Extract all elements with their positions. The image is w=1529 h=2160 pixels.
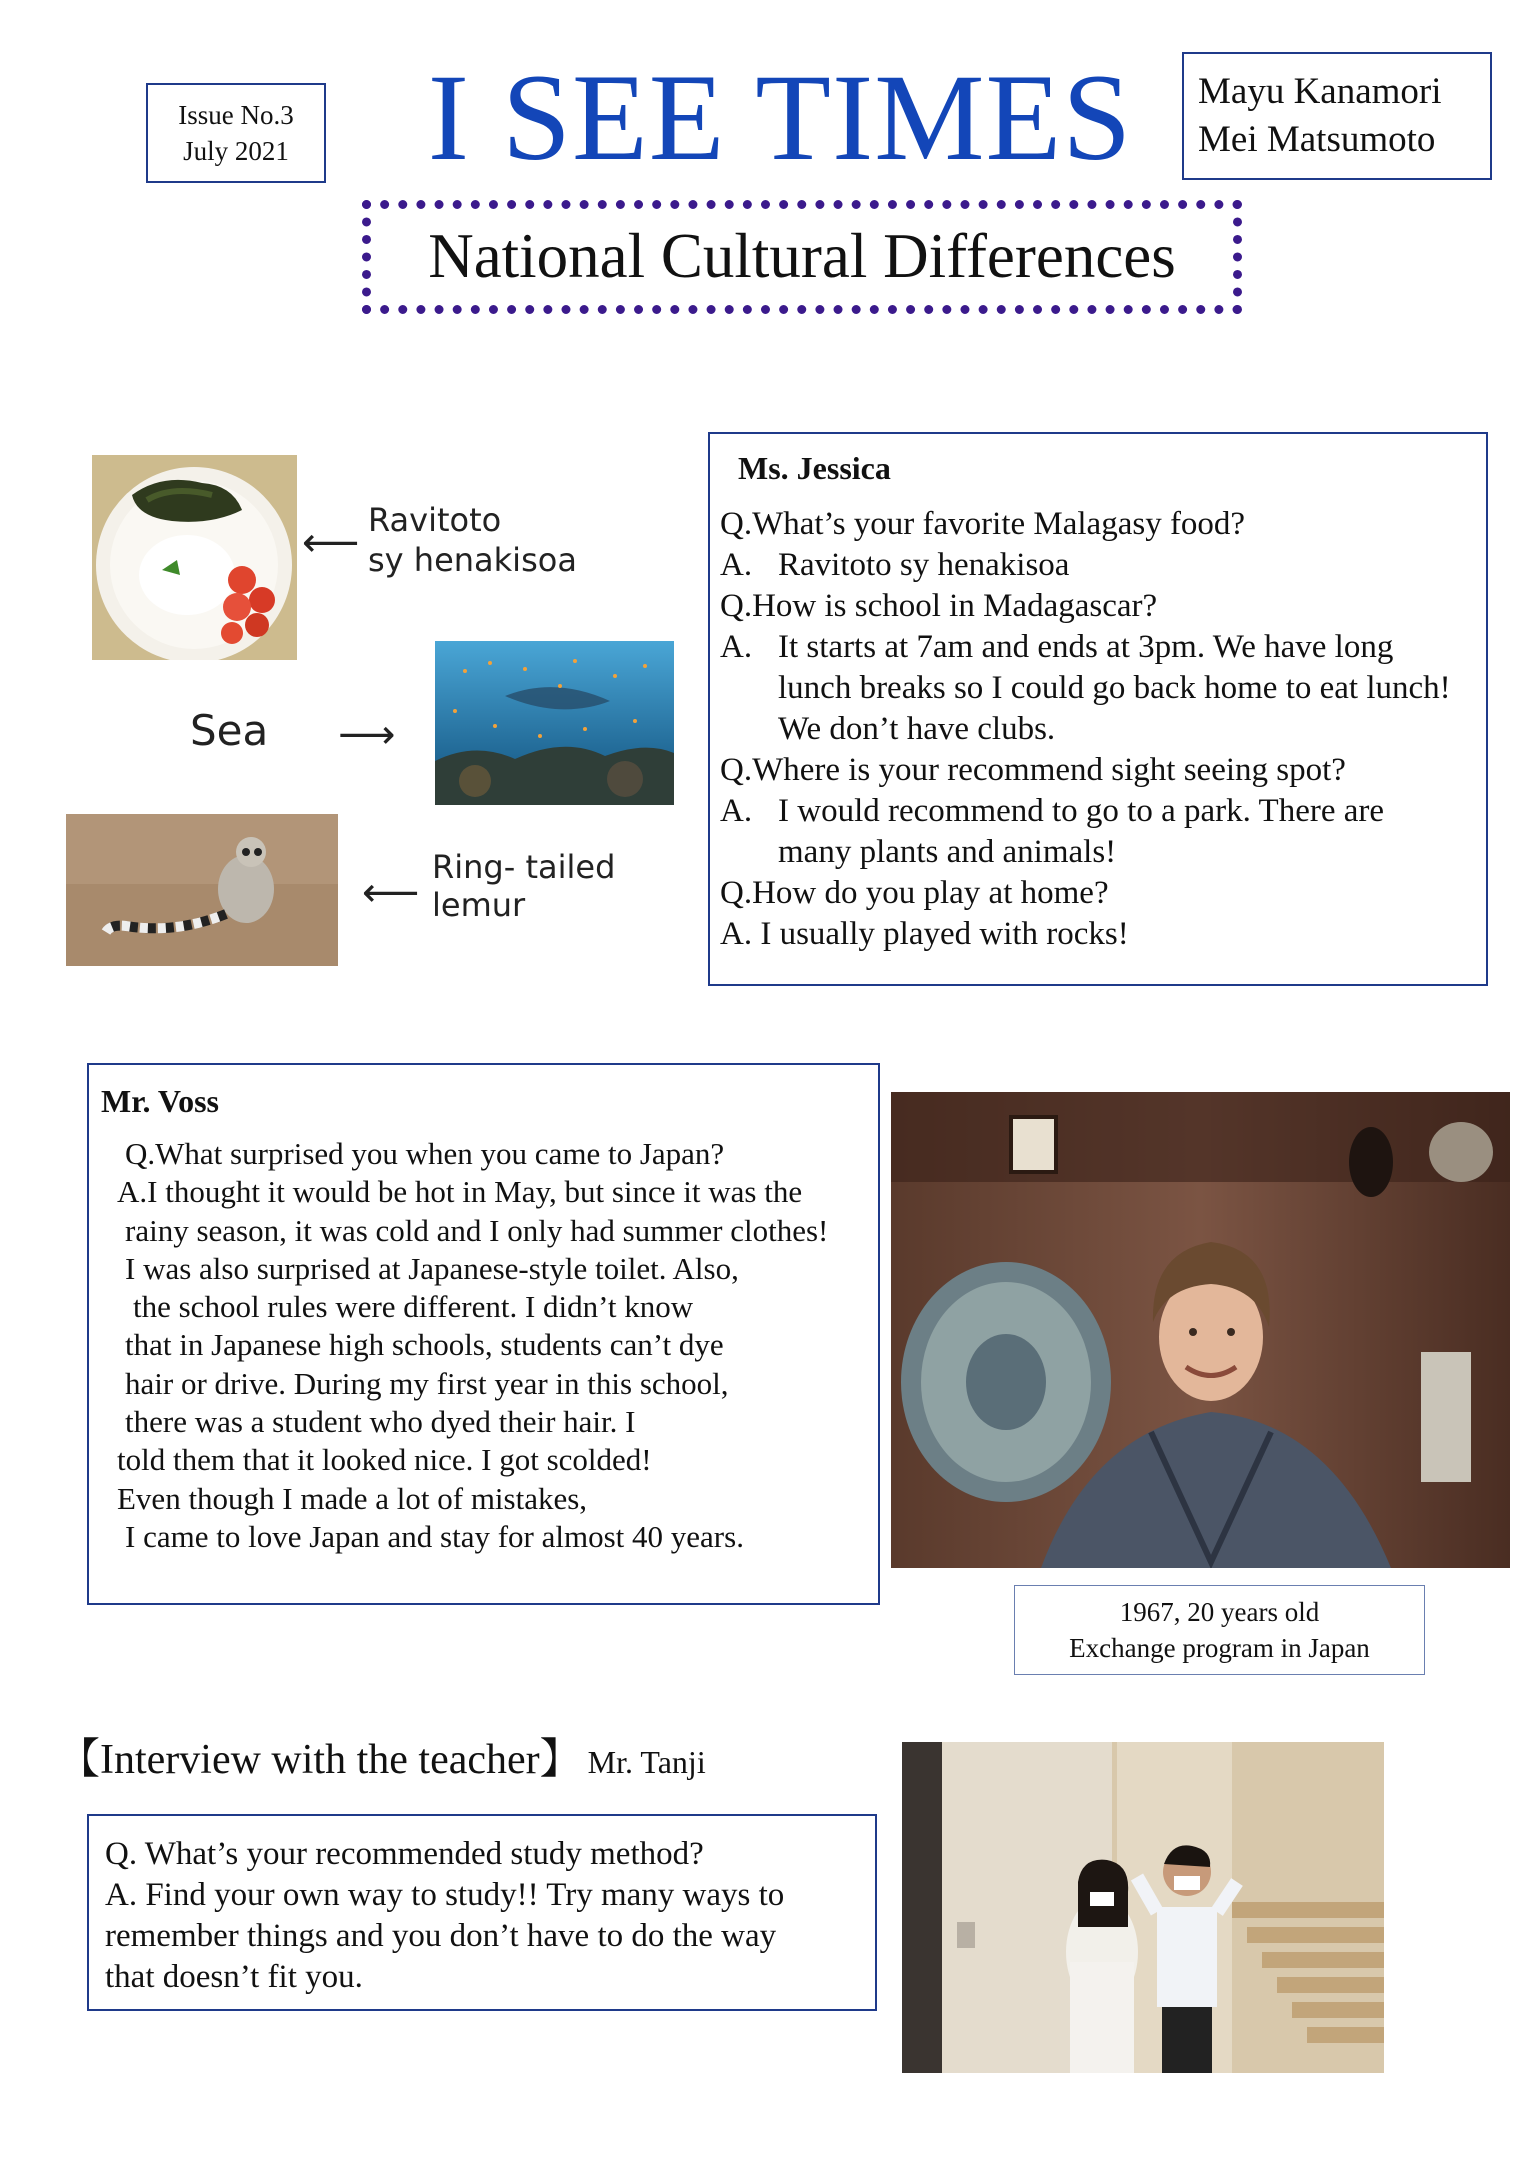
voss-text: Q.What surprised you when you came to Japan? A.I thought it would be hot in May, but since it was the rainy season, it was cold and I only had summer clothes! I was also surprised at Japanese-style toilet. Also, the school rules were different. I didn’t know that in Japanese high schools, students can’t dye hair or drive. During my first year in this school, there was a student who dyed their hair. I told them that it looked nice. I got scolded! Even though I made a lot of mistakes, I came to love Japan and stay for almost 40 years. <box>117 1136 829 1554</box>
jessica-question: Q.What’s your favorite Malagasy food? <box>720 506 1246 542</box>
voss-photo-caption: 1967, 20 years old Exchange program in Japan <box>1014 1585 1425 1675</box>
author-1: Mayu Kanamori <box>1198 71 1442 112</box>
voss-photo <box>891 1092 1510 1568</box>
tanji-photo <box>902 1742 1384 2073</box>
lemur-photo <box>66 814 338 966</box>
food-label: Ravitoto sy henakisoa <box>368 501 577 579</box>
lemur-arrow: ⟵ <box>362 870 420 916</box>
jessica-qa-list <box>720 504 1486 955</box>
sea-photo <box>435 641 674 805</box>
heading-text: 【Interview with the teacher】 <box>58 1737 582 1783</box>
subtitle: National Cultural Differences <box>428 221 1176 291</box>
jessica-answer: A. I would recommend to go to a park. There are many plants and animals! <box>720 793 1385 870</box>
teacher-name: Mr. Tanji <box>587 1744 706 1780</box>
issue-box <box>146 83 326 183</box>
jessica-question: Q.How is school in Madagascar? <box>720 588 1158 624</box>
voss-name: Mr. Voss <box>101 1083 219 1119</box>
lemur-label: Ring- tailed lemur <box>432 848 616 924</box>
jessica-answer: A. It starts at 7am and ends at 3pm. We have long lunch breaks so I could go back home to eat lunch! We don’t have clubs. <box>720 629 1451 747</box>
jessica-answer: A. I usually played with rocks! <box>720 916 1129 952</box>
jessica-question: Q.How do you play at home? <box>720 875 1109 911</box>
voss-interview-box <box>87 1063 880 1605</box>
jessica-question: Q.Where is your recommend sight seeing spot? <box>720 752 1346 788</box>
sea-arrow: ⟶ <box>338 712 396 758</box>
sea-label: Sea <box>190 706 269 755</box>
jessica-answer: A. Ravitoto sy henakisoa <box>720 547 1070 583</box>
ravitoto-food-photo <box>92 455 297 660</box>
newspaper-title: I SEE TIMES <box>427 49 1133 186</box>
jessica-name: Ms. Jessica <box>738 450 891 486</box>
issue-number: Issue No.3 <box>178 100 294 130</box>
author-2: Mei Matsumoto <box>1198 119 1436 160</box>
food-arrow: ⟵ <box>302 520 360 566</box>
jessica-interview-box <box>708 432 1488 986</box>
issue-date: July 2021 <box>183 136 289 166</box>
tanji-interview-box: Q. What’s your recommended study method? A. Find your own way to study!! Try many ways to remember things and you don’t have to do the way that doesn’t fit you. <box>87 1814 877 2011</box>
teacher-interview-heading <box>58 1735 706 1794</box>
authors-box <box>1182 52 1492 180</box>
